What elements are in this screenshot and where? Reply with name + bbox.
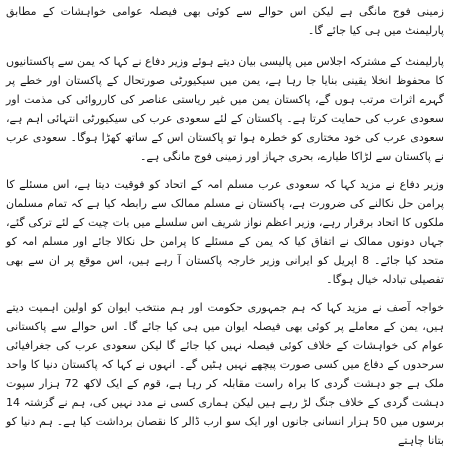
article-paragraph-1: زمینی فوج مانگی ہے لیکن اس حوالے سے کوئی بھی فیصلہ عوامی خواہشات کے مطابق پارلیمنٹ میں ہی کیا جائے گا۔ — [6, 5, 444, 37]
article-paragraph-4: خواجہ آصف نے مزید کہا کہ ہم جمہوری حکومت اور ہم منتخب ایوان کو اولین اہمیت دیتے ہیں، یمن کے معاملے پر کوئی بھی فیصلہ ایوان میں ہی کیا جائے گا۔ اس حوالے سے پاکستانی عوام کی خواہشات کے خلاف کوئی فیصلہ نہیں کیا جائے گا لیکن سعودی عرب کی جغرافیائی سرحدوں کے دفاع میں کسی صورت پیچھے نہیں ہٹیں گے۔ انہوں نے کہا کہ پاکستان دنیا کا واحد ملک ہے جو دہشت گردی کا براہ راست مقابلہ کر رہا ہے، قوم کے ایک لاکھ 72 ہزار سپوت دہشت گردی کے خلاف جنگ لڑ رہے ہیں لیکن ہماری کسی نے مدد نہیں کی، ہم نے گزشتہ 14 برسوں میں 50 ہزار انسانی جانوں اور ایک سو ارب ڈالر کا نقصان برداشت کیا ہے۔ ہم دنیا کو بتانا چاہتے — [6, 301, 445, 447]
article-paragraph-3: وزیر دفاع نے مزید کہا کہ سعودی عرب مسلم امہ کے اتحاد کو فوقیت دیتا ہے، اس مسئلے کا پرامن حل نکالنے کی ضرورت ہے، پاکستان نے مسلم ممالک سے رابطہ کیا ہے کہ تمام مسلمان ملکوں کا اتحاد برقرار رہے، وزیر اعظم نواز شریف اس سلسلے میں بات چیت کے لئے ترکی گئے، جہاں دونوں ممالک نے اتفاق کیا کہ یمن کے مسئلے کا پرامن حل نکالا جائے اور مسلم امہ کو متحد کیا جائے۔ 8 اپریل کو ایرانی وزیر خارجہ پاکستان آ رہے ہیں، اس موقع پر ان سے بھی تفصیلی تبادلہ خیال ہوگا۔ — [6, 178, 444, 286]
article-paragraph-2: پارلیمنٹ کے مشترکہ اجلاس میں پالیسی بیان دیتے ہوئے وزیر دفاع نے کہا کہ یمن سے پاکستانیوں کا محفوظ انخلا یقینی بنایا جا رہا ہے، یمن میں سیکیورٹی صورتحال کے پاکستان اور خطے پر گہرے اثرات مرتب ہوں گے، پاکستان یمن میں غیر ریاستی عناصر کی کارروائی کی مذمت اور سعودی عرب کی حمایت کرتا ہے۔ پاکستان کے لئے سعودی عرب کی سیکیورٹی انتہائی اہم ہے، سعودی عرب کی خود مختاری کو خطرہ ہوا تو پاکستان اس کے ساتھ کھڑا ہوگا۔ سعودی عرب نے پاکستان سے لڑاکا طیارے، بحری جہاز اور زمینی فوج مانگی ہے۔ — [6, 55, 444, 163]
